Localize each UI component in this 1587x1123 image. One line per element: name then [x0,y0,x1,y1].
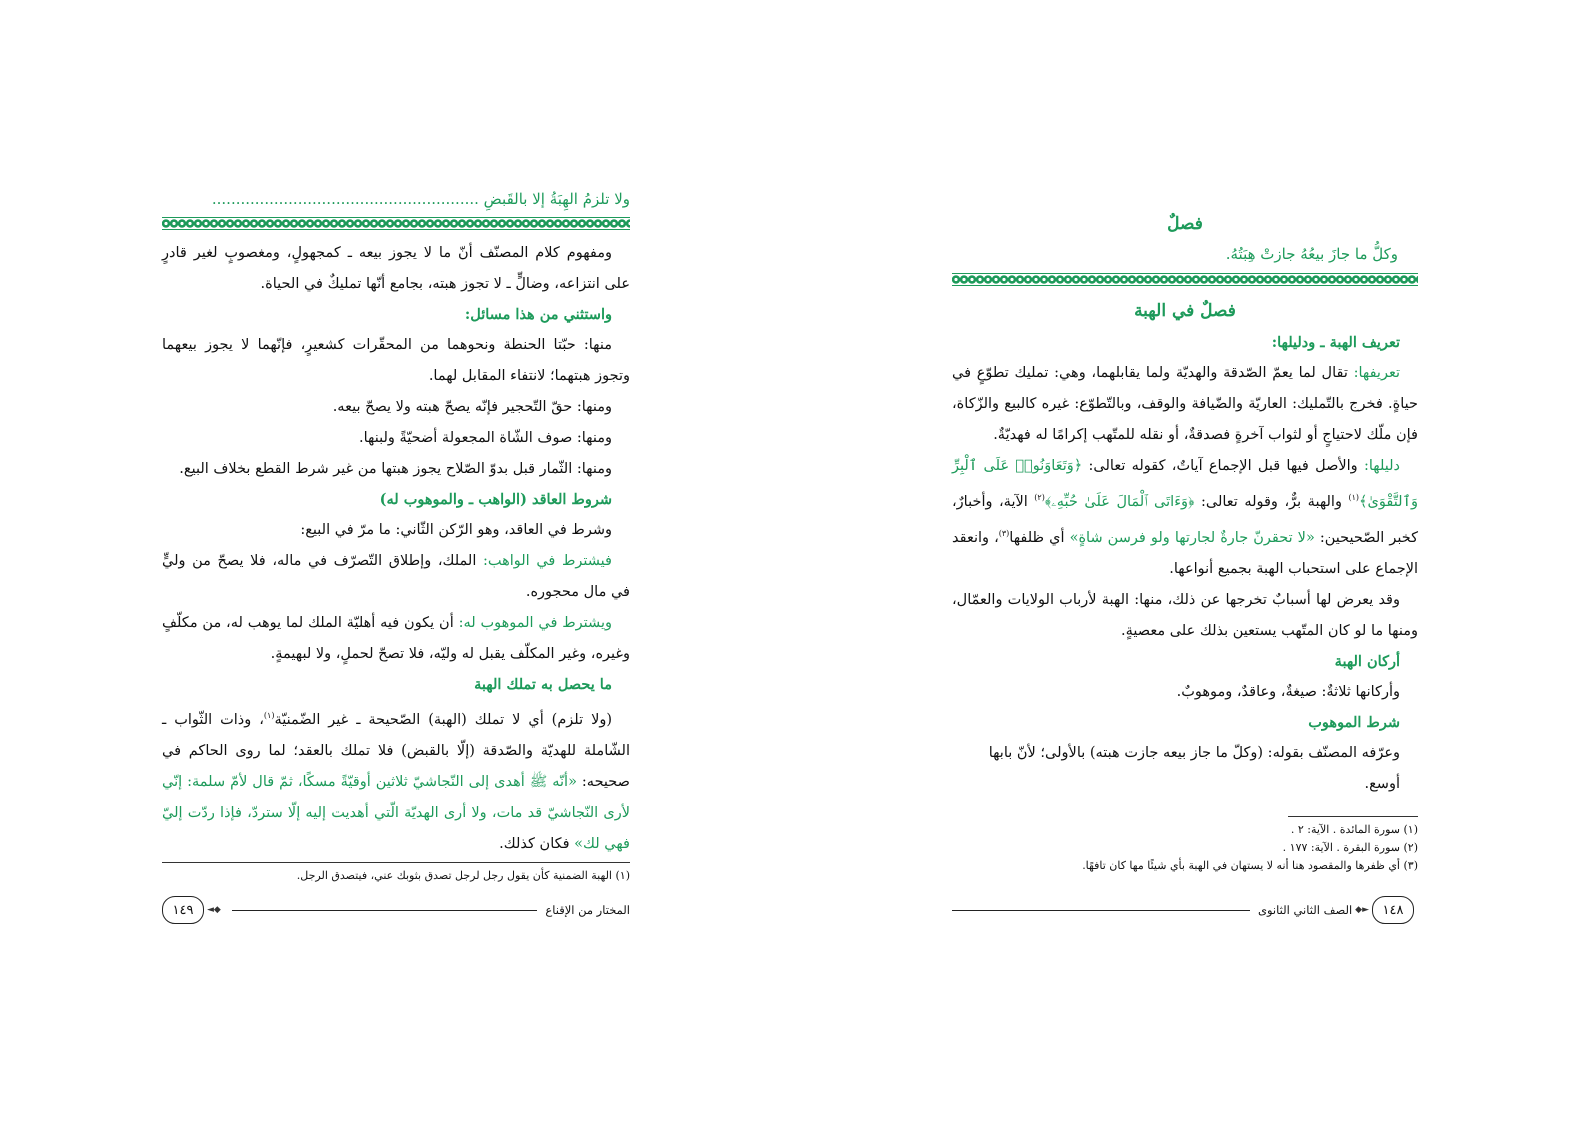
footnote-divider [162,862,630,863]
footer-149 [162,896,630,924]
quran-verse: ﴿وَتَعَاوَنُوا۟ عَلَى ٱلْبِرِّ وَٱلتَّقْوَىٰ﴾ [952,458,1418,510]
footnote-ref: (١) [263,711,275,720]
inline-text: أن يكون فيه أهليّة الملك لما يوهب له، من مكلّفٍ وغيره، وغير المكلّف يقبل له وليّه، فلا تصحّ لحملٍ، ولا لبهيمةٍ. [162,615,630,662]
footnote: (١) الهبة الضمنية كأن يقول رجل لرجل تصدق بثوبك عني، فيتصدق الرجل. [296,868,630,882]
inline-text: ، وذات الثّواب ـ الشّاملة للهديّة والصّدقة (إلّا بالقبض) فلا تملك بالعقد؛ لما روى الحاكم في صحيحه: [162,711,630,790]
subheading: تعريف الهبة ـ ودليلها: [1271,334,1400,351]
paragraph [162,608,630,670]
section-title: فصلٌ في الهبة [1134,301,1236,321]
page-number: ١٤٨ [1372,896,1414,924]
inline-text: ، وانعقد الإجماع على استحباب الهبة بجميع أنواعها. [952,529,1418,577]
paragraph [952,358,1418,451]
paragraph: منها: حبّتا الحنطة ونحوهما من المحقّرات كشعيرٍ، فإنّهما لا يجوز بيعهما وتجوز هبتهما؛ لانتفاء المقابل لهما. [162,337,630,384]
paragraph [952,451,1418,585]
arrow-ornament-icon: ◆◄ [207,905,221,915]
footer-line [952,910,1250,911]
paragraph [162,546,630,608]
subheading: أركان الهبة [1334,652,1400,670]
footer-line [232,910,538,911]
inline-text: تقال لما يعمّ الصّدقة والهديّة ولما يقابلهما، وهي: تمليك تطوّعٍ في حياةٍ. فخرج بالتّمليك: العاريّة والضّيافة والوقف، وبالتّطوّع: غيره كالبيع والزّكاة، فإن ملّك لاحتياجٍ أو لثواب آخرةٍ فصدقةٌ، أو نقله للمتّهب إكرامًا له فهديّةٌ. [952,365,1418,443]
fasl-heading: فصلٌ [1167,214,1203,234]
hadith-quote: «لا تحقرنّ جارةٌ لجارتها ولو فرسن شاةٍ» [1069,529,1315,546]
subheading: شرط الموهوب [1308,713,1400,731]
matn-text: وكلُّ ما جازَ بيعُهُ جازتْ هِبَتُهُ. [1225,245,1398,263]
green-ornamental-border [162,217,630,230]
footnote: (٢) سورة البقرة . الآية: ١٧٧ . [1282,840,1418,854]
footnote: (٣) أي ظفرها والمقصود هنا أنه لا يستهان في الهبة بأي شيئًا مها كان تافهًا. [1082,858,1418,872]
running-head-title: ولا تلزمُ الهِبَةُ إلا بالقَبضِ [483,190,630,208]
paragraph: ومنها: الثّمار قبل بدوّ الصّلاح يجوز هبتها من غير شرط القطع بخلاف البيع. [179,461,612,477]
quran-verse: ﴿وَءَاتَى ٱلْمَالَ عَلَىٰ حُبِّهِۦ﴾ [1044,493,1195,510]
inline-label: تعريفها: [1353,365,1400,381]
arrow-ornament-icon: ►◆ [1355,905,1369,915]
inline-text: الآية، وأخبارٌ، كخبر الصّحيحين: [952,493,1418,546]
paragraph: ومنها: حقّ التّحجير فإنّه يصحّ هبته ولا يصحّ بيعه. [332,399,612,415]
paragraph: ومنها: صوف الشّاة المجعولة أضحيّةً ولبنها. [358,430,612,446]
running-head [162,185,630,213]
footnote-ref: (٣) [998,528,1010,538]
paragraph: وشرط في العاقد، وهو الرّكن الثّاني: ما مرّ في البيع: [300,522,612,538]
inline-label: ويشترط في الموهوب له: [458,615,612,631]
page-149 [162,185,630,885]
running-head-dots: ........................................................ [211,190,479,208]
subheading: ما يحصل به تملك الهبة [474,676,612,693]
paragraph: وأركانها ثلاثةٌ: صيغةٌ، وعاقدٌ، وموهوبٌ. [1176,683,1400,700]
paragraph: ومفهوم كلام المصنّف أنّ ما لا يجوز بيعه ـ كمجهولٍ، ومغصوبٍ لغير قادرٍ على انتزاعه، وضالٍّ ـ لا تجوز هبته، بجامع أنّها تمليكٌ في الحياة. [162,245,630,292]
inline-text: الملك، وإطلاق التّصرّف في ماله، فلا يصحّ من وليٍّ في مال محجوره. [162,553,630,600]
page-number: ١٤٩ [162,896,204,924]
inline-text: أي ظلفها [1009,529,1070,546]
paragraph: وعرّفه المصنّف بقوله: (وكلّ ما جاز بيعه جازت هبته) بالأولى؛ لأنّ بابها أوسع. [988,744,1400,792]
paragraph [162,700,630,860]
green-ornamental-border [952,273,1418,286]
footnote-ref: (٢) [1034,493,1045,502]
inline-label: فيشترط في الواهب: [482,553,612,569]
inline-label: دليلها: [1363,458,1400,474]
paragraph: وقد يعرض لها أسبابٌ تخرجها عن ذلك، منها: الهبة لأرباب الولايات والعمّال، ومنها ما لو كان المتّهب يستعين بذلك على معصيةٍ. [952,591,1418,639]
footnote-ref: (١) [1348,493,1360,502]
inline-text: (ولا تلزم) أي لا تملك (الهبة) الصّحيحة ـ غير الضّمنيّة [274,711,613,728]
page-148 [952,185,1418,875]
footnote: (١) سورة المائدة . الآية: ٢ . [1290,822,1418,836]
footnote-divider [1288,816,1418,817]
inline-text: والأصل فيها قبل الإجماع آياتٌ، كقوله تعالى: [1082,458,1364,474]
book-title: الصف الثاني الثانوى [1257,903,1353,917]
inline-text: فكان كذلك. [499,835,575,852]
subheading: واستثني من هذا مسائل: [464,306,612,323]
book-title: المختار من الإقناع [545,903,630,917]
footer-148 [944,896,1414,924]
hadith-quote: «أنّه ﷺ أهدى إلى النّجاشيّ ثلاثين أوقيّةً مسكًا، ثمّ قال لأمّ سلمة: إنّي لأرى النّجاشيّ قد مات، ولا أرى الهديّة الّتي أهديت إليه إلّا ستردّ، فإذا ردّت إليّ فهي لك» [162,773,630,852]
inline-text: والهبة برٌّ، وقوله تعالى: [1194,493,1349,510]
subheading: شروط العاقد (الواهب ـ والموهوب له) [379,491,612,508]
